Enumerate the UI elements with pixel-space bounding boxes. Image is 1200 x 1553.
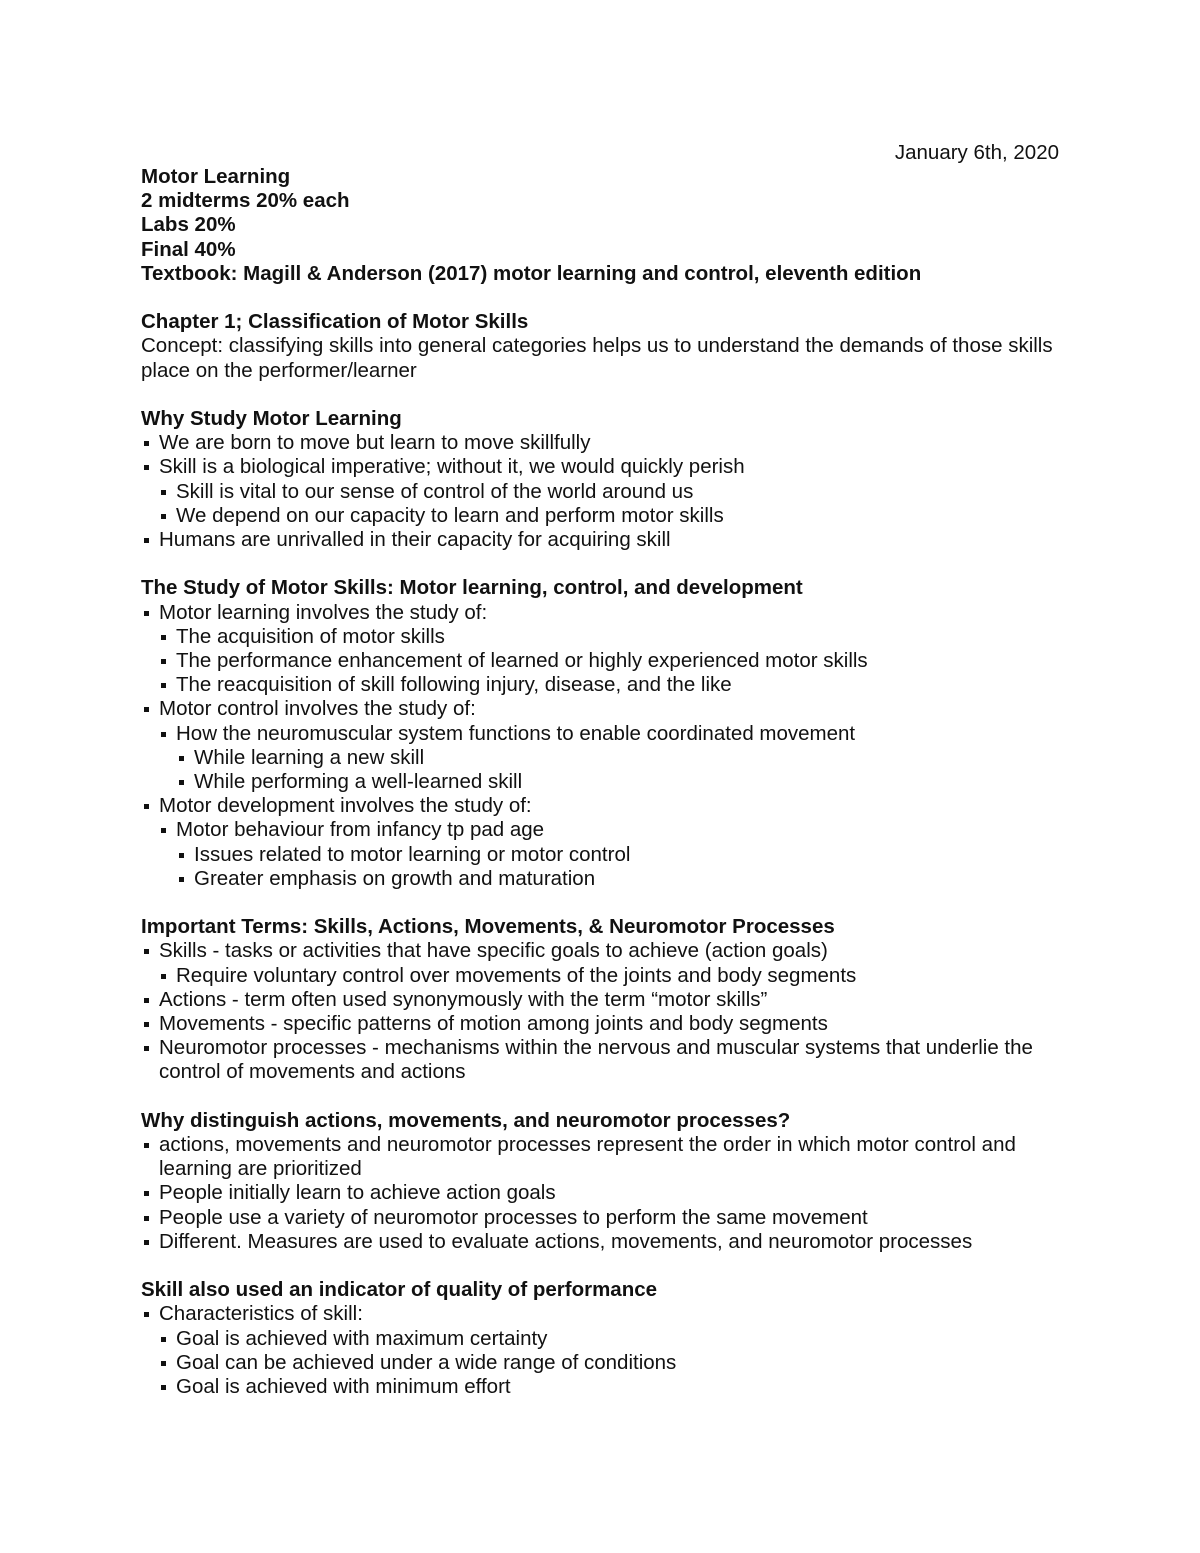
bullet-text: People initially learn to achieve action goals (159, 1181, 556, 1205)
notes-section (141, 1109, 1071, 1254)
square-bullet-icon (144, 1191, 149, 1196)
bullet-text: Skill is a biological imperative; without it, we would quickly perish (159, 455, 745, 479)
bullet-text: Actions - term often used synonymously with the term “motor skills” (159, 987, 768, 1011)
notes-section (141, 1278, 1071, 1399)
square-bullet-icon (161, 1337, 166, 1342)
section-heading: Skill also used an indicator of quality of performance (141, 1278, 658, 1302)
bullet-item (176, 746, 1071, 770)
bullet-text: The reacquisition of skill following injury, disease, and the like (176, 673, 732, 697)
bullet-text: We depend on our capacity to learn and perform motor skills (176, 503, 724, 527)
spacer (141, 1085, 1071, 1109)
bullet-text: Motor behaviour from infancy tp pad age (176, 818, 545, 842)
grading-final: Final 40% (141, 237, 236, 261)
square-bullet-icon (144, 611, 149, 616)
bullet-item (158, 625, 1071, 649)
grading-midterms: 2 midterms 20% each (141, 189, 350, 213)
bullet-item (141, 939, 1071, 963)
bullet-item (176, 867, 1071, 891)
square-bullet-icon (161, 514, 166, 519)
bullet-text: We are born to move but learn to move skillfully (159, 431, 591, 455)
bullet-item (176, 770, 1071, 794)
square-bullet-icon (144, 804, 149, 809)
chapter-block (141, 310, 1071, 383)
square-bullet-icon (161, 1361, 166, 1366)
bullet-item (141, 1230, 1071, 1254)
notes-section (141, 576, 1071, 891)
square-bullet-icon (161, 828, 166, 833)
bullet-text: Motor development involves the study of: (159, 794, 532, 818)
bullet-list (141, 1302, 1071, 1399)
bullet-item (141, 528, 1071, 552)
bullet-text: Issues related to motor learning or motor control (194, 842, 631, 866)
section-heading: Why Study Motor Learning (141, 407, 402, 430)
bullet-text: Skills - tasks or activities that have specific goals to achieve (action goals) (159, 939, 828, 963)
section-heading: The Study of Motor Skills: Motor learning, control, and development (141, 576, 803, 600)
spacer (141, 286, 1071, 310)
bullet-list (141, 601, 1071, 891)
square-bullet-icon (161, 974, 166, 979)
bullet-item (141, 1206, 1071, 1230)
bullet-item (141, 1036, 1071, 1084)
course-title: Motor Learning (141, 165, 291, 188)
square-bullet-icon (144, 465, 149, 470)
grading-labs: Labs 20% (141, 213, 236, 237)
bullet-text: Characteristics of skill: (159, 1302, 363, 1326)
section-heading: Why distinguish actions, movements, and neuromotor processes? (141, 1108, 791, 1132)
bullet-text: While learning a new skill (194, 745, 425, 769)
bullet-item (158, 1327, 1071, 1351)
square-bullet-icon (144, 1240, 149, 1245)
section-heading: Important Terms: Skills, Actions, Movements, & Neuromotor Processes (141, 915, 835, 939)
textbook-line: Textbook: Magill & Anderson (2017) motor learning and control, eleventh edition (141, 261, 922, 285)
bullet-text: Neuromotor processes - mechanisms within the nervous and muscular systems that underlie the control of movements and actions (159, 1036, 1033, 1084)
square-bullet-icon (179, 877, 184, 882)
bullet-item (141, 794, 1071, 818)
bullet-item (141, 1181, 1071, 1205)
bullet-item (158, 504, 1071, 528)
bullet-item (158, 1351, 1071, 1375)
notes-sections (141, 383, 1071, 1399)
bullet-text: Motor learning involves the study of: (159, 600, 488, 624)
square-bullet-icon (161, 732, 166, 737)
bullet-list (141, 431, 1071, 552)
bullet-text: Goal is achieved with maximum certainty (176, 1326, 548, 1350)
bullet-text: Different. Measures are used to evaluate actions, movements, and neuromotor processes (159, 1229, 973, 1253)
spacer (141, 1254, 1071, 1278)
bullet-item (141, 455, 1071, 479)
bullet-text: Motor control involves the study of: (159, 697, 476, 721)
bullet-text: Greater emphasis on growth and maturation (194, 866, 596, 890)
document-date: January 6th, 2020 (894, 141, 1059, 164)
document-body (141, 165, 1071, 1399)
bullet-text: Require voluntary control over movements of the joints and body segments (176, 963, 857, 987)
square-bullet-icon (144, 707, 149, 712)
bullet-text: The performance enhancement of learned or highly experienced motor skills (176, 649, 868, 673)
bullet-text: actions, movements and neuromotor processes represent the order in which motor control and learning are prioritized (159, 1133, 1016, 1181)
bullet-list (141, 1133, 1071, 1254)
bullet-item (141, 601, 1071, 625)
chapter-concept: Concept: classifying skills into general categories helps us to understand the demands of those skills place on the performer/learner (141, 334, 1053, 382)
bullet-item (141, 697, 1071, 721)
square-bullet-icon (179, 756, 184, 761)
bullet-item (158, 818, 1071, 842)
bullet-text: The acquisition of motor skills (176, 624, 445, 648)
bullet-item (158, 673, 1071, 697)
square-bullet-icon (144, 441, 149, 446)
bullet-text: Skill is vital to our sense of control of the world around us (176, 479, 694, 503)
bullet-text: People use a variety of neuromotor processes to perform the same movement (159, 1205, 868, 1229)
square-bullet-icon (161, 635, 166, 640)
square-bullet-icon (144, 949, 149, 954)
bullet-item (158, 649, 1071, 673)
square-bullet-icon (179, 853, 184, 858)
square-bullet-icon (144, 1143, 149, 1148)
bullet-item (141, 431, 1071, 455)
bullet-text: Humans are unrivalled in their capacity for acquiring skill (159, 528, 671, 552)
square-bullet-icon (161, 659, 166, 664)
square-bullet-icon (161, 683, 166, 688)
bullet-text: Goal can be achieved under a wide range of conditions (176, 1350, 677, 1374)
square-bullet-icon (144, 1022, 149, 1027)
notes-section (141, 407, 1071, 552)
spacer (141, 383, 1071, 407)
square-bullet-icon (161, 490, 166, 495)
bullet-text: How the neuromuscular system functions to enable coordinated movement (176, 721, 856, 745)
bullet-text: Movements - specific patterns of motion among joints and body segments (159, 1012, 828, 1036)
notes-section (141, 915, 1071, 1084)
bullet-text: While performing a well-learned skill (194, 770, 523, 794)
spacer (141, 891, 1071, 915)
chapter-title: Chapter 1; Classification of Motor Skills (141, 310, 529, 334)
square-bullet-icon (179, 780, 184, 785)
course-header (141, 165, 1071, 286)
bullet-item (158, 964, 1071, 988)
bullet-item (141, 988, 1071, 1012)
square-bullet-icon (161, 1385, 166, 1390)
bullet-item (141, 1012, 1071, 1036)
bullet-item (158, 722, 1071, 746)
square-bullet-icon (144, 998, 149, 1003)
square-bullet-icon (144, 1046, 149, 1051)
bullet-item (158, 1375, 1071, 1399)
bullet-item (141, 1133, 1071, 1181)
bullet-item (158, 480, 1071, 504)
square-bullet-icon (144, 538, 149, 543)
bullet-list (141, 939, 1071, 1084)
bullet-item (176, 843, 1071, 867)
bullet-item (141, 1302, 1071, 1326)
spacer (141, 552, 1071, 576)
square-bullet-icon (144, 1312, 149, 1317)
bullet-text: Goal is achieved with minimum effort (176, 1375, 511, 1399)
square-bullet-icon (144, 1216, 149, 1221)
